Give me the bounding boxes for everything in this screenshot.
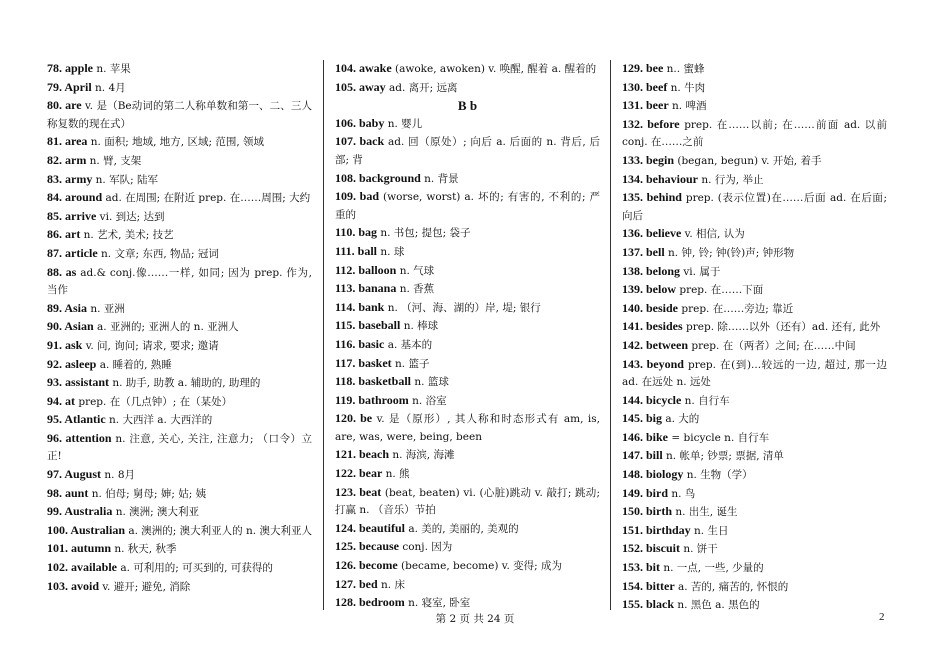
- vocab-entry: [622, 171, 887, 190]
- vocab-entry: [622, 337, 887, 356]
- column-2: [335, 60, 600, 613]
- headword: 145. big: [622, 411, 663, 426]
- definition: (awoke, awoken) v. 唤醒, 醒着 a. 醒着的: [395, 63, 597, 75]
- definition: n. 香蕉: [399, 283, 435, 296]
- definition: n. 书包; 提包; 袋子: [380, 227, 471, 240]
- definition: n. 熊: [385, 468, 410, 481]
- definition: n. 背景: [424, 172, 459, 185]
- headword: 87. article: [47, 245, 98, 260]
- headword: 78. apple: [47, 61, 94, 75]
- headword: 104. awake: [335, 61, 392, 75]
- headword: 137. bell: [622, 244, 665, 259]
- headword: 131. beer: [622, 98, 669, 113]
- headword: 124. beautiful: [335, 520, 406, 535]
- vocab-entry: [622, 540, 887, 559]
- headword: 107. back: [335, 134, 385, 149]
- section-heading: B b: [457, 98, 478, 114]
- headword: 101. autumn: [47, 541, 112, 556]
- headword: 99. Australia: [47, 504, 113, 519]
- definition: n. 4月: [95, 81, 126, 94]
- definition: (beat, beaten) vi. (心脏)跳动 v. 敲打; 跳动; 打赢 n. （音乐）节拍: [335, 486, 601, 517]
- headword: 86. art: [47, 227, 81, 242]
- definition: (became, become) v. 变得; 成为: [401, 560, 562, 573]
- vocab-entry: [335, 465, 600, 484]
- headword: 148. biology: [622, 467, 684, 482]
- headword: 115. baseball: [335, 318, 401, 333]
- vocab-entry: [335, 446, 600, 465]
- headword: 93. assistant: [47, 375, 110, 390]
- headword: 147. bill: [622, 448, 663, 463]
- headword: 119. bathroom: [335, 392, 409, 407]
- definition: ad. 离开; 远离: [389, 81, 458, 94]
- headword: 81. area: [47, 134, 88, 149]
- headword: 125. because: [335, 539, 399, 554]
- definition: n. 一点, 一些, 少量的: [663, 562, 764, 575]
- column-divider: [610, 60, 611, 610]
- definition: prep. 在……下面: [679, 284, 764, 297]
- column-divider: [323, 60, 324, 610]
- vocab-entry: [622, 578, 887, 597]
- definition: n. 大西洋 a. 大西洋的: [109, 414, 213, 427]
- definition: n. 苹果: [96, 63, 131, 75]
- page-number: 2: [879, 611, 885, 623]
- vocab-entry: [47, 578, 312, 597]
- definition: prep. (表示位置)在……后面 ad. 在后面; 向后: [622, 192, 888, 222]
- headword: 94. at: [47, 393, 75, 408]
- vocab-entry: [47, 264, 312, 300]
- vocab-entry: [47, 189, 312, 208]
- headword: 129. bee: [622, 61, 664, 75]
- definition: a. 澳洲的; 澳大利亚人的 n. 澳大利亚人: [128, 524, 312, 537]
- vocab-entry: [622, 429, 887, 448]
- headword: 155. black: [622, 597, 675, 612]
- definition: v. 避开; 避免, 消除: [102, 580, 191, 593]
- headword: 154. bitter: [622, 578, 675, 593]
- definition: a. 基本的: [387, 338, 433, 351]
- definition: prep. 在……旁边; 靠近: [681, 302, 794, 315]
- headword: 135. behind: [622, 190, 682, 205]
- definition: ad.& conj.像……一样, 如同; 因为 prep. 作为, 当作: [47, 266, 313, 297]
- vocab-entry: [47, 245, 312, 264]
- vocab-entry: [335, 299, 600, 318]
- headword: 90. Asian: [47, 319, 94, 334]
- headword: 80. are: [47, 98, 82, 113]
- definition: n. 气球: [399, 264, 435, 277]
- definition: n. 篮子: [395, 357, 430, 370]
- vocab-entry: [335, 392, 600, 411]
- vocab-entry: [335, 188, 600, 224]
- headword: 118. basketball: [335, 374, 412, 389]
- vocab-entry: [335, 317, 600, 336]
- definition: (worse, worst) a. 坏的; 有害的, 不利的; 严重的: [335, 191, 600, 221]
- headword: 112. balloon: [335, 262, 397, 277]
- headword: 103. avoid: [47, 578, 100, 593]
- vocab-entry: [622, 300, 887, 319]
- vocab-entry: [47, 226, 312, 245]
- vocab-entry: [335, 373, 600, 392]
- vocab-entry: [335, 79, 600, 98]
- headword: 89. Asia: [47, 300, 88, 315]
- headword: 138. belong: [622, 263, 681, 278]
- headword: 141. besides: [622, 319, 683, 334]
- headword: 109. bad: [335, 189, 379, 204]
- headword: 114. bank: [335, 299, 385, 314]
- definition: n. 秋天, 秋季: [114, 543, 177, 556]
- definition: ad. 在周围; 在附近 prep. 在……周围; 大约: [105, 192, 311, 205]
- headword: 116. basic: [335, 336, 385, 351]
- definition: vi. 属于: [683, 265, 721, 278]
- definition: a. 美的, 美丽的, 美观的: [408, 522, 519, 535]
- vocab-entry: [335, 243, 600, 262]
- vocab-entry: [622, 447, 887, 466]
- vocab-entry: [47, 79, 312, 98]
- vocab-entry: [47, 133, 312, 152]
- definition: n. 臂, 支架: [89, 154, 142, 167]
- vocab-entry: [622, 79, 887, 98]
- column-3: [622, 60, 887, 615]
- headword: 117. basket: [335, 355, 392, 370]
- vocab-entry: [622, 485, 887, 504]
- definition: n.. 蜜蜂: [666, 63, 705, 75]
- vocab-entry: [335, 224, 600, 243]
- vocab-entry: [47, 318, 312, 337]
- headword: 84. around: [47, 190, 103, 205]
- vocab-entry: [622, 356, 887, 392]
- vocab-entry: [47, 559, 312, 578]
- vocab-entry: [47, 300, 312, 319]
- headword: 121. beach: [335, 447, 389, 462]
- definition: ad. 回（原处）; 向后 a. 后面的 n. 背后, 后部; 背: [335, 136, 600, 166]
- vocab-entry: [47, 152, 312, 171]
- definition: n. 自行车: [684, 394, 730, 407]
- vocab-entry: [47, 337, 312, 356]
- definition: n. 注意, 关心, 关注, 注意力; （口令）立正!: [47, 432, 312, 463]
- vocab-entry: [47, 171, 312, 190]
- column-1: [47, 60, 312, 596]
- headword: 111. ball: [335, 243, 378, 258]
- vocab-entry: [622, 318, 887, 337]
- headword: 132. before: [622, 116, 680, 131]
- headword: 120. be: [335, 411, 373, 426]
- vocab-entry: [335, 520, 600, 539]
- definition: n. 伯母; 舅母; 婶; 姑; 姨: [91, 487, 207, 500]
- vocab-entry: [335, 170, 600, 189]
- headword: 149. bird: [622, 485, 669, 500]
- headword: 134. behaviour: [622, 171, 699, 186]
- vocab-entry: [335, 262, 600, 281]
- headword: 130. beef: [622, 79, 668, 94]
- definition: n. 浴室: [412, 394, 447, 407]
- vocab-entry: [335, 576, 600, 595]
- vocab-entry: [335, 336, 600, 355]
- headword: 123. beat: [335, 484, 382, 499]
- vocab-entry: [335, 133, 600, 169]
- vocab-entry: [47, 485, 312, 504]
- vocab-entry: [622, 281, 887, 300]
- headword: 136. believe: [622, 226, 682, 241]
- headword: 102. available: [47, 560, 118, 575]
- headword: 82. arm: [47, 152, 87, 167]
- vocab-entry: [335, 410, 600, 446]
- definition: prep. 在……以前; 在……前面 ad. 以前 conj. 在……之前: [622, 118, 887, 149]
- definition: a. 亚洲的; 亚洲人的 n. 亚洲人: [97, 321, 239, 334]
- definition: n. 篮球: [414, 376, 449, 389]
- definition: n. 牛肉: [670, 81, 706, 94]
- vocab-entry: [47, 466, 312, 485]
- definition: prep. 除……以外（还有）ad. 还有, 此外: [686, 321, 881, 334]
- definition: a. 睡着的, 熟睡: [99, 358, 172, 371]
- headword: 108. background: [335, 170, 421, 185]
- vocab-entry: [622, 263, 887, 282]
- headword: 142. between: [622, 337, 688, 352]
- headword: 98. aunt: [47, 485, 89, 500]
- page-footer: 第 2 页 共 24 页: [435, 613, 515, 625]
- vocab-entry: [622, 410, 887, 429]
- definition: v. 是（原形）, 其人称和时态形式有 am, is, are, was, were, being, been: [335, 413, 600, 443]
- definition: v. 问, 询问; 请求, 要求; 邀请: [85, 339, 219, 352]
- headword: 106. baby: [335, 115, 385, 130]
- vocab-entry: [335, 538, 600, 557]
- definition: n. 行为, 举止: [701, 173, 764, 186]
- definition: vi. 到达; 达到: [99, 210, 165, 223]
- definition: n. 寝室, 卧室: [408, 597, 471, 610]
- definition: n. 亚洲: [90, 302, 125, 315]
- vocab-entry: [622, 244, 887, 263]
- headword: 110. bag: [335, 225, 378, 240]
- definition: n. 饼干: [683, 543, 718, 556]
- definition: n. 啤酒: [672, 100, 707, 113]
- headword: 83. army: [47, 171, 93, 186]
- definition: n. 军队; 陆军: [95, 173, 158, 186]
- definition: = bicycle n. 自行车: [671, 431, 770, 444]
- definition: n. 艺术, 美术; 技艺: [83, 229, 174, 242]
- vocab-entry: [622, 392, 887, 411]
- definition: prep. 在（几点钟）; 在（某处）: [78, 395, 233, 408]
- definition: n. 钟, 铃; 钟(铃)声; 钟形物: [668, 246, 795, 259]
- headword: 126. become: [335, 558, 398, 573]
- definition: prep. 在(到)...较远的一边, 超过, 那一边 ad. 在远处 n. 远处: [622, 358, 887, 389]
- definition: v. 是（Be动词的第二人称单数和第一、二、三人称复数的现在式）: [47, 100, 312, 130]
- definition: n. 黑色 a. 黑色的: [677, 599, 760, 612]
- vocab-entry: [622, 152, 887, 171]
- definition: n. 澳洲; 澳大利亚: [115, 506, 200, 519]
- vocab-entry: [335, 484, 600, 520]
- definition: n. 面积; 地域, 地方, 区域; 范围, 领域: [90, 136, 264, 149]
- headword: 100. Australian: [47, 522, 126, 537]
- vocab-entry: [47, 97, 312, 133]
- definition: n. 婴儿: [387, 117, 423, 130]
- headword: 139. below: [622, 282, 676, 297]
- headword: 79. April: [47, 79, 92, 94]
- vocab-entry: [47, 208, 312, 227]
- vocab-entry: [622, 503, 887, 522]
- vocab-entry: [622, 97, 887, 116]
- headword: 92. asleep: [47, 356, 97, 371]
- headword: 88. as: [47, 264, 77, 279]
- vocab-entry: [335, 355, 600, 374]
- definition: n. 助手, 助教 a. 辅助的, 助理的: [112, 377, 261, 390]
- headword: 96. attention: [47, 430, 112, 445]
- headword: 144. bicycle: [622, 392, 682, 407]
- headword: 151. birthday: [622, 522, 691, 537]
- vocab-entry: [47, 540, 312, 559]
- definition: n. 出生, 诞生: [675, 506, 738, 519]
- headword: 122. bear: [335, 466, 383, 481]
- definition: a. 苦的, 痛苦的, 怀恨的: [678, 580, 789, 593]
- definition: n. 棒球: [403, 320, 439, 333]
- vocab-entry: [47, 522, 312, 541]
- headword: 113. banana: [335, 281, 397, 296]
- vocab-entry: [622, 466, 887, 485]
- headword: 133. begin: [622, 152, 675, 167]
- vocab-entry: [335, 557, 600, 576]
- vocab-entry: [622, 522, 887, 541]
- vocab-entry: [622, 60, 887, 79]
- definition: prep. 在（两者）之间; 在……中间: [691, 339, 856, 352]
- vocab-entry: [335, 60, 600, 79]
- definition: a. 可利用的; 可买到的, 可获得的: [120, 562, 273, 575]
- definition: n. 帐单; 钞票; 票据, 清单: [666, 450, 784, 463]
- headword: 143. beyond: [622, 356, 684, 371]
- headword: 150. birth: [622, 504, 673, 519]
- vocab-entry: [622, 189, 887, 225]
- vocab-entry: [622, 225, 887, 244]
- definition: n. 床: [381, 578, 405, 591]
- headword: 105. away: [335, 79, 386, 94]
- headword: 85. arrive: [47, 208, 97, 223]
- headword: 97. August: [47, 467, 102, 482]
- vocab-entry: [47, 411, 312, 430]
- definition: n. （河、海、湖的）岸, 堤; 银行: [387, 301, 541, 314]
- definition: n. 球: [380, 245, 405, 258]
- vocab-entry: [47, 503, 312, 522]
- definition: a. 大的: [665, 413, 700, 426]
- vocab-entry: [335, 115, 600, 134]
- vocab-entry: [47, 374, 312, 393]
- headword: 152. biscuit: [622, 541, 681, 556]
- definition: n. 生日: [694, 524, 729, 537]
- definition: n. 海滨, 海滩: [392, 449, 455, 462]
- definition: n. 鸟: [671, 487, 696, 500]
- vocab-entry: [47, 60, 312, 79]
- vocab-entry: [47, 430, 312, 466]
- headword: 153. bit: [622, 560, 661, 575]
- headword: 146. bike: [622, 429, 669, 444]
- definition: n. 文章; 东西, 物品; 冠词: [101, 247, 219, 260]
- vocab-entry: [47, 393, 312, 412]
- definition: n. 8月: [104, 469, 135, 482]
- headword: 91. ask: [47, 337, 83, 352]
- headword: 95. Atlantic: [47, 412, 106, 427]
- vocab-entry: [622, 116, 887, 152]
- vocab-entry: [47, 356, 312, 375]
- definition: (began, begun) v. 开始, 着手: [677, 154, 822, 167]
- definition: conj. 因为: [402, 541, 453, 554]
- definition: v. 相信, 认为: [684, 228, 745, 241]
- headword: 128. bedroom: [335, 595, 405, 610]
- vocab-entry: [622, 559, 887, 578]
- vocab-entry: [335, 280, 600, 299]
- headword: 127. bed: [335, 576, 378, 591]
- headword: 140. beside: [622, 300, 679, 315]
- definition: n. 生物（学）: [686, 469, 753, 482]
